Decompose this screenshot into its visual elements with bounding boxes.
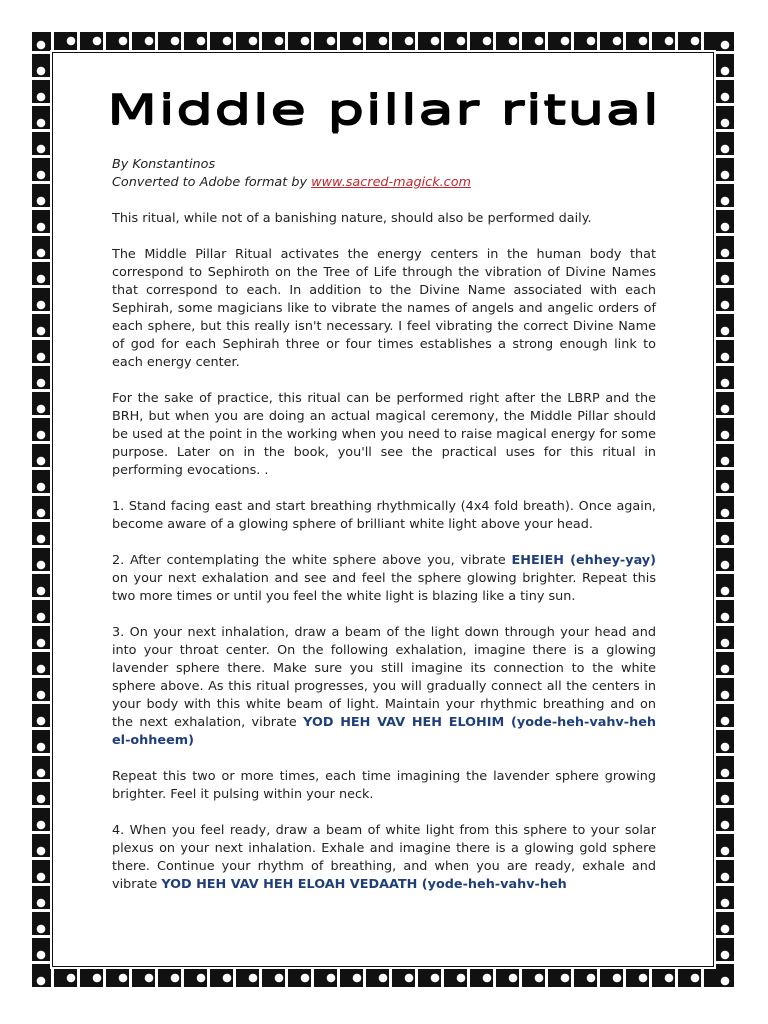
paragraph-step-4 xyxy=(112,822,656,894)
paragraph-step-3 xyxy=(112,624,656,750)
converted-prefix: Converted to Adobe format by xyxy=(112,175,312,190)
divine-name-eheieh: EHEIEH (ehhey-yay) xyxy=(511,553,656,568)
border-top xyxy=(32,32,734,50)
sacred-magick-link[interactable]: www.sacred-magick.com xyxy=(311,175,472,190)
border-bottom xyxy=(32,969,734,987)
paragraph-overview: The Middle Pillar Ritual activates the energy centers in the human body that correspond to Sephiroth on the Tree of Life through the vibration of Divine Names that correspond to each. In addition to the Divine Name associated with each Sephirah, some magicians like to vibrate the names of angels and angelic orders of each sphere, but this really isn't necessary. I feel vibrating the correct Divine Name of god for each Sephirah three or four times establishes a strong enough link to each energy center. xyxy=(112,247,656,370)
border-right xyxy=(716,32,734,987)
divine-name-elohim: YOD HEH VAV HEH ELOHIM (yode-heh-vahv-heh el-ohheem) xyxy=(112,715,656,748)
border-left xyxy=(32,32,50,987)
document-content xyxy=(107,86,661,894)
step-3-text-a: 3. On your next inhalation, draw a beam of the light down through your head and into your throat center. On the following exhalation, imagine there is a glowing lavender sphere there. Make sure you still imagine its connection to the white sphere above. As this ritual progresses, you will gradually connect all the centers in your body with this white beam of light. Maintain your rhythmic breathing and on the next exhalation, vibrate xyxy=(112,625,656,730)
paragraph-practice: For the sake of practice, this ritual can be performed right after the LBRP and the BRH, but when you are doing an actual magical ceremony, the Middle Pillar should be used at the point in the working when you need to raise magical energy for some purpose. Later on in the book, you'll see the practical uses for this ritual in performing evocations. . xyxy=(112,391,656,478)
converted-line xyxy=(112,174,656,192)
step-2-text-a: 2. After contemplating the white sphere above you, vibrate xyxy=(112,553,512,568)
page-title-text: Middle pillar ritual xyxy=(107,87,661,133)
paragraph-intro: This ritual, while not of a banishing nature, should also be performed daily. xyxy=(112,211,592,226)
paragraph-step-1: 1. Stand facing east and start breathing rhythmically (4x4 fold breath). Once again, become aware of a glowing sphere of brilliant white light above your head. xyxy=(112,499,656,532)
paragraph-repeat: Repeat this two or more times, each time imagining the lavender sphere growing brighter. Feel it pulsing within your neck. xyxy=(112,769,656,802)
step-2-text-b: on your next exhalation and see and feel the sphere glowing brighter. Repeat this two more times or until you feel the white light is blazing like a tiny sun. xyxy=(112,571,656,604)
page-title xyxy=(107,86,661,134)
paragraph-step-2 xyxy=(112,552,656,606)
author-line: By Konstantinos xyxy=(112,157,216,172)
step-4-text-a: 4. When you feel ready, draw a beam of white light from this sphere to your solar plexus on your next inhalation. Exhale and imagine there is a glowing gold sphere there. Continue your rhythm of breathing, and when you are ready, exhale and vibrate xyxy=(112,823,656,892)
divine-name-eloah-vedaath: YOD HEH VAV HEH ELOAH VEDAATH (yode-heh-vahv-heh xyxy=(161,877,567,892)
